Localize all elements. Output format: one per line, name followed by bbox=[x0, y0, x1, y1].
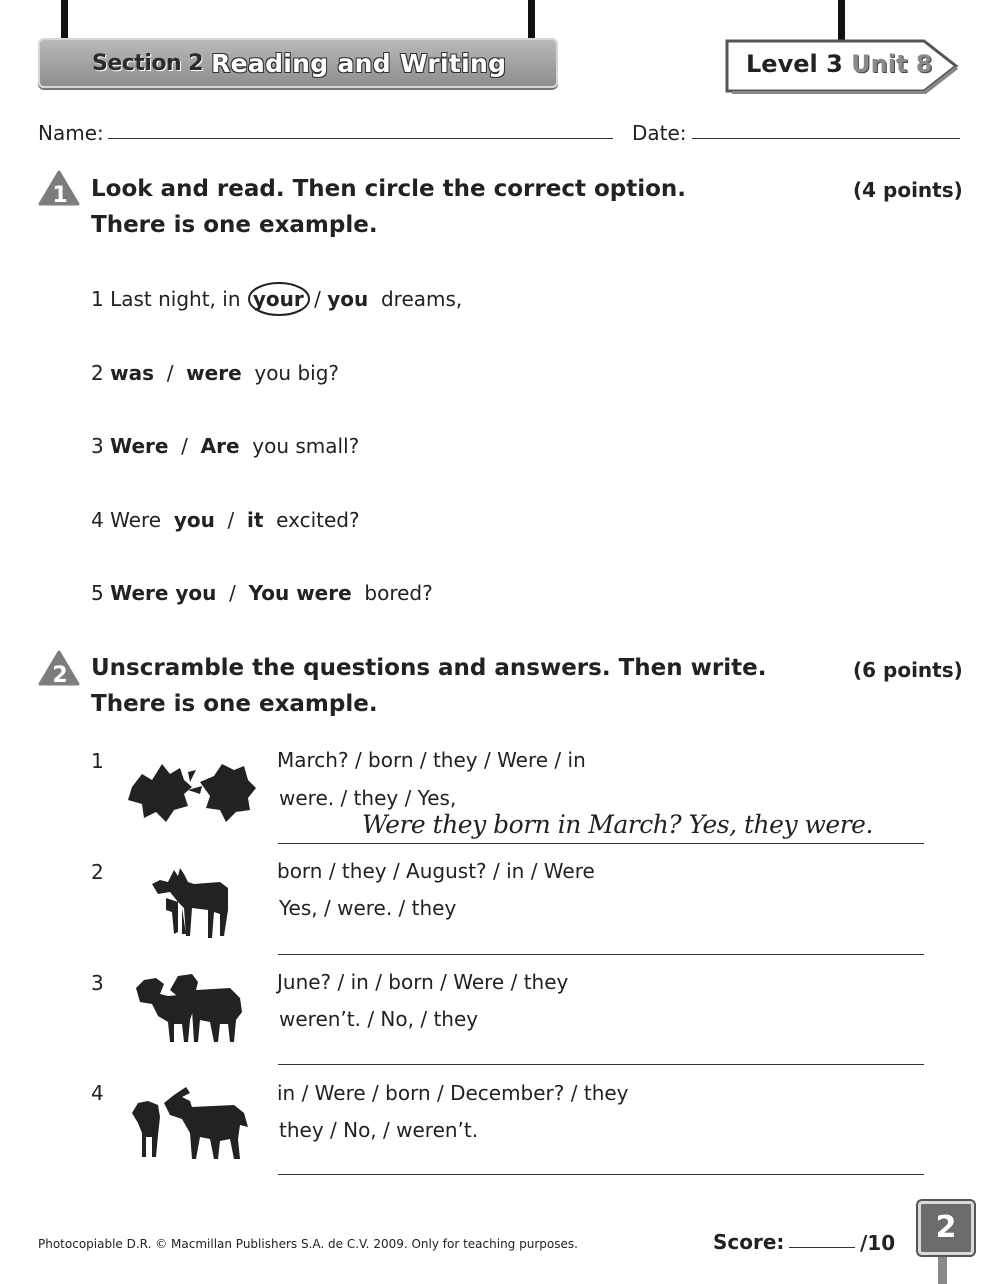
option-separator: / bbox=[227, 508, 235, 532]
exercise-2-item-number: 2 bbox=[91, 860, 104, 884]
exercise-1-item bbox=[91, 581, 433, 605]
exercise-2-item-number: 4 bbox=[91, 1081, 104, 1105]
scrambled-answer: they / No, / weren’t. bbox=[279, 1118, 479, 1142]
exercise-1-points: (4 points) bbox=[853, 178, 963, 202]
scrambled-answer: Yes, / were. / they bbox=[279, 896, 457, 920]
circled-example-option[interactable] bbox=[249, 287, 308, 311]
item-number: 2 bbox=[91, 361, 104, 385]
exercise-2-number: 2 bbox=[52, 663, 68, 686]
score-field[interactable] bbox=[789, 1247, 855, 1248]
section-banner bbox=[38, 38, 558, 88]
option-2[interactable]: were bbox=[186, 361, 242, 385]
answer-line-3[interactable] bbox=[278, 1064, 924, 1065]
item-number: 4 bbox=[91, 508, 104, 532]
option-2[interactable]: You were bbox=[248, 581, 352, 605]
exercise-2-item-number: 1 bbox=[91, 749, 104, 773]
score-label: Score: bbox=[713, 1230, 785, 1254]
item-post-text: bored? bbox=[364, 581, 433, 605]
exercise-2-badge-icon bbox=[38, 650, 80, 686]
tag-hanger bbox=[838, 0, 845, 40]
page-number: 2 bbox=[918, 1201, 974, 1255]
scrambled-question: born / they / August? / in / Were bbox=[277, 859, 595, 883]
unit-label: Unit 8 bbox=[851, 50, 933, 78]
option-separator: / bbox=[229, 581, 236, 605]
chick-silhouettes-icon bbox=[122, 752, 257, 824]
answer-line-2[interactable] bbox=[278, 954, 924, 955]
score-total: /10 bbox=[860, 1231, 896, 1255]
item-number: 5 bbox=[91, 581, 104, 605]
foal-silhouettes-icon bbox=[148, 862, 236, 942]
exercise-2-heading bbox=[91, 650, 766, 722]
item-post-text: excited? bbox=[276, 508, 360, 532]
item-pre-text: Were bbox=[110, 508, 162, 532]
answer-line-1[interactable] bbox=[278, 843, 924, 844]
item-number: 1 bbox=[91, 287, 104, 311]
option-1: your bbox=[252, 287, 304, 311]
scrambled-question: in / Were / born / December? / they bbox=[277, 1081, 629, 1105]
scrambled-answer: were. / they / Yes, bbox=[279, 786, 457, 810]
exercise-1-heading bbox=[91, 171, 686, 243]
name-field[interactable] bbox=[108, 138, 613, 139]
answer-line-4[interactable] bbox=[278, 1174, 924, 1175]
item-post-text: dreams, bbox=[380, 287, 463, 311]
date-label: Date: bbox=[632, 121, 687, 145]
option-separator: / bbox=[181, 434, 188, 458]
exercise-2-instruction: Unscramble the questions and answers. Then write. bbox=[91, 655, 767, 681]
option-1[interactable]: Were you bbox=[110, 581, 217, 605]
exercise-2-note: There is one example. bbox=[91, 691, 378, 717]
item-number: 3 bbox=[91, 434, 104, 458]
scrambled-answer: weren’t. / No, / they bbox=[279, 1007, 479, 1031]
page-tag-hanger bbox=[938, 1250, 947, 1284]
scrambled-question: June? / in / born / Were / they bbox=[277, 970, 569, 994]
exercise-1-item bbox=[91, 361, 339, 385]
item-post-text: you big? bbox=[254, 361, 340, 385]
option-2[interactable]: it bbox=[247, 508, 264, 532]
item-pre-text: Last night, in bbox=[110, 287, 241, 311]
calf-silhouettes-icon bbox=[130, 1083, 250, 1163]
circle-mark-icon bbox=[247, 280, 311, 318]
option-2[interactable]: you bbox=[327, 287, 369, 311]
date-field[interactable] bbox=[692, 138, 960, 139]
exercise-2-points: (6 points) bbox=[853, 658, 963, 682]
item-post-text: you small? bbox=[252, 434, 360, 458]
level-label: Level 3 bbox=[746, 50, 843, 78]
option-1[interactable]: was bbox=[110, 361, 154, 385]
option-1[interactable]: you bbox=[173, 508, 215, 532]
option-1[interactable]: Were bbox=[110, 434, 169, 458]
option-separator: / bbox=[166, 361, 174, 385]
option-separator: / bbox=[314, 287, 321, 311]
exercise-1-item bbox=[91, 287, 462, 311]
exercise-1-note: There is one example. bbox=[91, 212, 378, 238]
exercise-1-number: 1 bbox=[52, 183, 68, 206]
section-label: Section 2 bbox=[92, 50, 204, 76]
copyright-notice: Photocopiable D.R. © Macmillan Publishers S.A. de C.V. 2009. Only for teaching purposes. bbox=[38, 1237, 578, 1251]
example-written-answer: Were they born in March? Yes, they were. bbox=[362, 810, 873, 839]
exercise-1-item bbox=[91, 508, 360, 532]
exercise-2-item-number: 3 bbox=[91, 971, 104, 995]
level-unit-tag bbox=[724, 38, 960, 94]
scrambled-question: March? / born / they / Were / in bbox=[277, 748, 586, 772]
option-2[interactable]: Are bbox=[200, 434, 240, 458]
exercise-1-instruction: Look and read. Then circle the correct option. bbox=[91, 176, 687, 202]
name-label: Name: bbox=[38, 121, 104, 145]
exercise-1-item bbox=[91, 434, 359, 458]
lamb-silhouettes-icon bbox=[134, 970, 246, 1046]
exercise-1-badge-icon bbox=[38, 170, 80, 206]
section-title: Reading and Writing bbox=[211, 48, 507, 78]
